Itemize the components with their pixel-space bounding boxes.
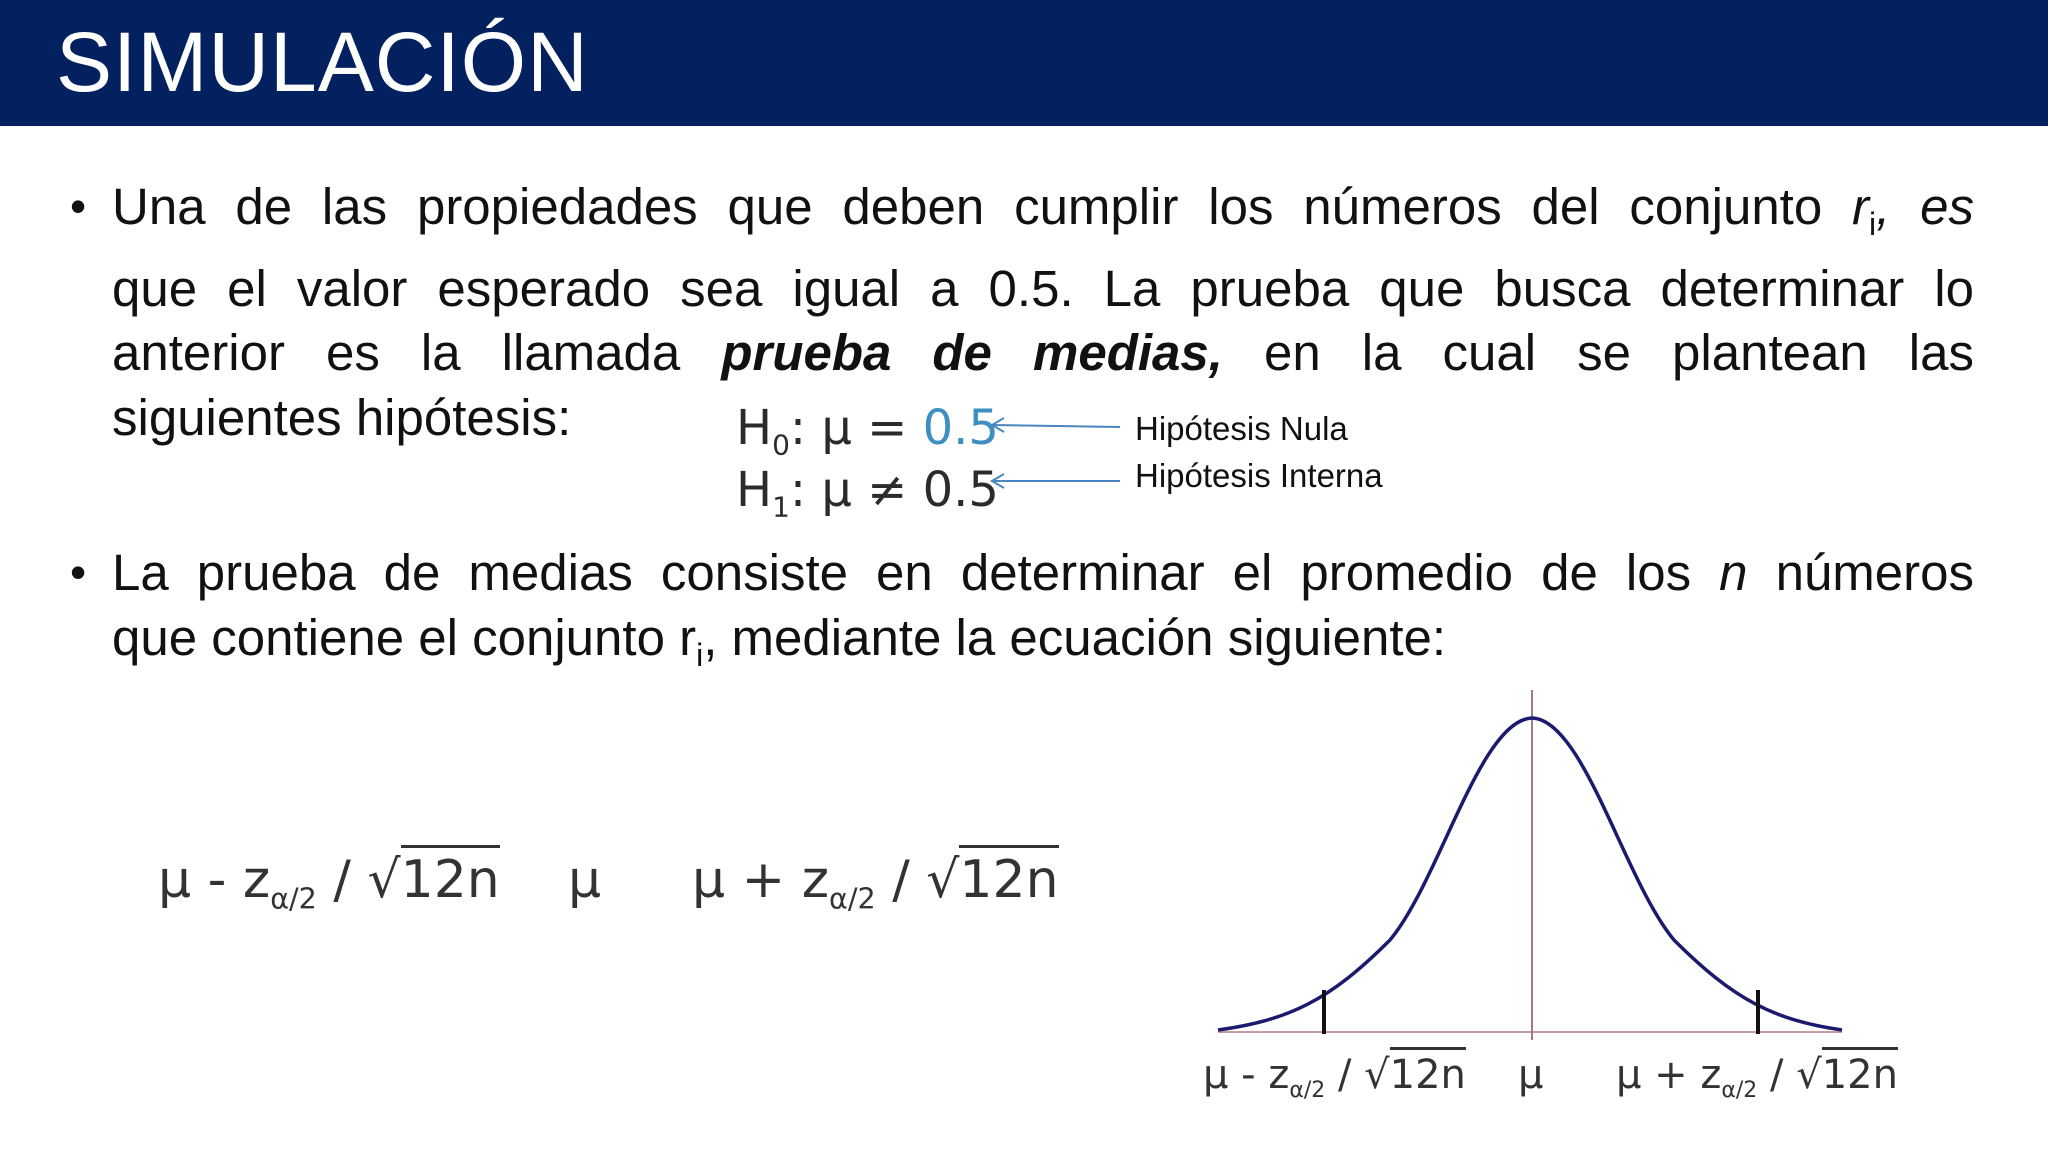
bullet-1-line-3: anterior es la llamada prueba de medias, en la cual se plantean las bbox=[112, 324, 1974, 382]
hypothesis-null: $H_0$: μ = 0.5 bbox=[736, 400, 999, 462]
bullet-2-line-1: La prueba de medias consiste en determinar el promedio de los n números bbox=[112, 544, 1974, 601]
bullet-1-line-1: Una de las propiedades que deben cumplir los números del conjunto $r_i$, es bbox=[112, 178, 1974, 243]
formula-mean: μ bbox=[568, 850, 602, 910]
formula-upper-bound: $\mu + z_{\alpha/2} / √12n$ bbox=[692, 850, 1059, 915]
label-internal-hypothesis: Hipótesis Interna bbox=[1135, 457, 1383, 494]
bullet-1-line-4: siguientes hipótesis: bbox=[112, 388, 572, 446]
bullet-marker: • bbox=[70, 180, 87, 232]
formula-lower-bound: μ - $z_{\alpha/2} / √12n$ bbox=[158, 850, 500, 915]
curve-label-lower: μ - $z_{\alpha/2} / √12n$ bbox=[1203, 1052, 1466, 1103]
hypothesis-alternative: $H_1$: μ ≠ 0.5 bbox=[736, 462, 999, 524]
bullet-marker: • bbox=[70, 546, 87, 598]
bullet-1-line-2: que el valor esperado sea igual a 0.5. La prueba que busca determinar lo bbox=[112, 259, 1974, 317]
bullet-2-line-2: que contiene el conjunto $r_i$, mediante la ecuación siguiente: bbox=[112, 608, 1447, 673]
slide-title: SIMULACIÓN bbox=[56, 15, 589, 109]
curve-label-upper: $\mu + z_{\alpha/2} / √12n$ bbox=[1616, 1052, 1898, 1103]
bell-curve bbox=[1218, 718, 1842, 1030]
label-null-hypothesis: Hipótesis Nula bbox=[1135, 410, 1348, 447]
curve-label-mean: μ bbox=[1518, 1052, 1544, 1098]
